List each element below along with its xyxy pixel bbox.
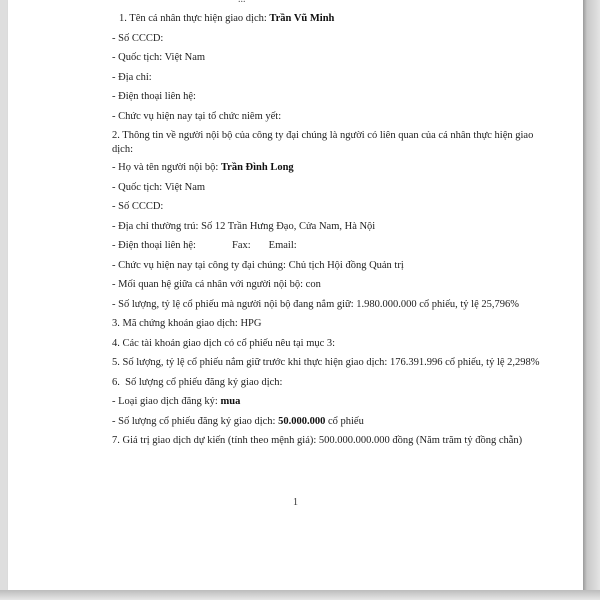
item2-shares-held: - Số lượng, tỷ lệ cổ phiếu mà người nội bộ đang nắm giữ: 1.980.000.000 cổ phiếu, tỷ lệ 25,796% (112, 298, 520, 310)
item2-name-value: Trần Đình Long (220, 162, 294, 173)
item2-cccd: - Số CCCD: (112, 201, 164, 212)
item6-type: - Loại giao dịch đăng ký: mua (112, 396, 241, 407)
item1-name: Trần Vũ Minh (269, 13, 335, 24)
item2-heading: 2. Thông tin về người nội bộ của công ty đại chúng là người có liên quan của cá nhân thực hiện giao dịch: (112, 130, 534, 155)
item6-quantity-value: 50.000.000 (278, 415, 326, 427)
cut-off-header (238, 0, 246, 5)
document-page (8, 0, 583, 590)
item2-address: - Địa chỉ thường trú: Số 12 Trần Hưng Đạo, Cửa Nam, Hà Nội (112, 220, 376, 232)
item2-nationality: - Quốc tịch: Việt Nam (112, 181, 206, 193)
email-label: Email: (268, 240, 297, 251)
fax-label: Fax: (231, 240, 251, 251)
item3-ticker: 3. Mã chứng khoán giao dịch: HPG (112, 318, 262, 329)
item2-phone: - Điện thoại liên hệ: Fax: Email: (112, 240, 297, 251)
item6-heading: 6. Số lượng cổ phiếu đăng ký giao dịch: (112, 376, 283, 388)
item1-heading: 1. Tên cá nhân thực hiện giao dịch: Trần Vũ Minh (119, 13, 335, 24)
item1-phone: - Điện thoại liên hệ: (112, 91, 196, 102)
item6-quantity: - Số lượng cổ phiếu đăng ký giao dịch: 50.000.000 cổ phiếu (112, 415, 364, 427)
page-bottom-shadow (0, 590, 600, 600)
item6-type-value: mua (220, 396, 241, 407)
page-number: 1 (293, 497, 298, 508)
document-body (112, 12, 548, 454)
item1-address: - Địa chỉ: (112, 71, 152, 83)
item5-shares-before: 5. Số lượng, tỷ lệ cổ phiếu nắm giữ trước khi thực hiện giao dịch: 176.391.996 cổ phiếu, tỷ lệ 2,298% (112, 357, 540, 368)
item2-position: - Chức vụ hiện nay tại công ty đại chúng: Chủ tịch Hội đồng Quản trị (112, 259, 404, 271)
item7-value: 7. Giá trị giao dịch dự kiến (tính theo mệnh giá): 500.000.000.000 đồng (Năm trăm tỷ đồng chẵn) (112, 435, 523, 446)
item1-position: - Chức vụ hiện nay tại tổ chức niêm yết: (112, 110, 282, 122)
item2-name: - Họ và tên người nội bộ: Trần Đình Long (112, 162, 294, 173)
item1-cccd: - Số CCCD: (112, 32, 164, 44)
item2-relationship: - Mối quan hệ giữa cá nhân với người nội bộ: con (112, 279, 321, 290)
item4-accounts: 4. Các tài khoản giao dịch có cổ phiếu nêu tại mục 3: (112, 337, 336, 349)
page-edge-shadow (583, 0, 600, 600)
item1-nationality: - Quốc tịch: Việt Nam (112, 52, 206, 63)
